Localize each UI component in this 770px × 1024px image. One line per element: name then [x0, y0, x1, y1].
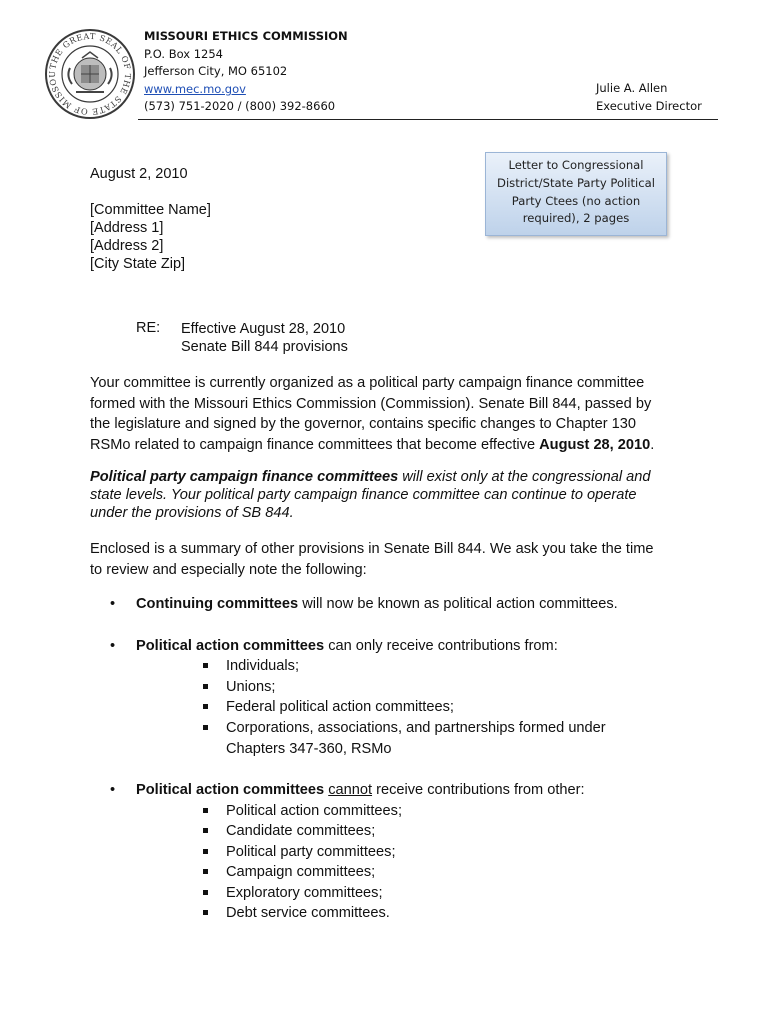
- effective-date: August 28, 2010: [539, 436, 651, 453]
- paragraph-text: will exist only at the congressional and: [398, 469, 651, 485]
- square-bullet-icon: [203, 725, 208, 730]
- enclosure-paragraph: [90, 539, 690, 580]
- bullet-rest: can only receive contributions from:: [324, 638, 558, 654]
- paragraph-line: to review and especially note the following:: [90, 561, 367, 578]
- header-divider: [138, 119, 718, 120]
- website-link[interactable]: www.mec.mo.gov: [144, 81, 246, 96]
- bullet-bold: Political action committees: [136, 782, 325, 798]
- bullet-text: [136, 594, 618, 615]
- paragraph-line: Enclosed is a summary of other provisions in Senate Bill 844. We ask you take the time: [90, 541, 654, 557]
- director-name: Julie A. Allen: [596, 81, 668, 95]
- square-bullet-icon: [203, 663, 208, 668]
- phone-line: (573) 751-2020 / (800) 392-8660: [144, 99, 336, 114]
- state-seal-logo: [44, 28, 136, 120]
- note-line: required), 2 pages: [522, 211, 630, 226]
- sub-item-text: Political action committees;: [226, 803, 403, 819]
- paragraph-line: [90, 468, 690, 486]
- square-bullet-icon: [203, 869, 208, 874]
- address-line: [Address 1]: [90, 220, 164, 236]
- re-subject: [181, 320, 348, 356]
- po-box: P.O. Box 1254: [144, 46, 223, 61]
- sub-item-text: Candidate committees;: [226, 823, 376, 839]
- paragraph-line: [90, 435, 690, 456]
- bullet-text: [136, 636, 558, 657]
- paragraph-line: the legislature and signed by the governor, contains specific changes to Chapter 130: [90, 416, 636, 432]
- note-line: Letter to Congressional: [508, 158, 644, 172]
- square-bullet-icon: [203, 849, 208, 854]
- bullet-rest: receive contributions from other:: [372, 782, 585, 798]
- paragraph-line: under the provisions of SB 844.: [90, 505, 294, 521]
- svg-text:THE GREAT SEAL OF THE STATE OF: THE GREAT SEAL OF THE STATE OF MISSOU: [46, 30, 134, 118]
- paragraph-line: Your committee is currently organized as a political party campaign finance committee: [90, 375, 645, 391]
- address-line: [Address 2]: [90, 238, 164, 254]
- note-line: District/State Party Political: [497, 175, 655, 190]
- sub-item-text: Political party committees;: [226, 844, 396, 860]
- bullet-bold: Political action committees: [136, 638, 325, 654]
- square-bullet-icon: [203, 910, 208, 915]
- bullet-icon: •: [110, 596, 116, 612]
- sub-item-text: Federal political action committees;: [226, 699, 454, 715]
- paragraph-text: RSMo related to campaign finance committees that become effective: [90, 436, 540, 453]
- sub-item-text: Exploratory committees;: [226, 885, 383, 901]
- bullet-text: [136, 780, 585, 801]
- re-label: RE:: [136, 320, 161, 336]
- re-line: Senate Bill 844 provisions: [181, 339, 348, 355]
- sub-item-text: Corporations, associations, and partnerships formed under Chapters 347-360, RSMo: [226, 720, 606, 757]
- square-bullet-icon: [203, 684, 208, 689]
- re-line: Effective August 28, 2010: [181, 321, 346, 337]
- sub-item-text: Individuals;: [226, 658, 300, 674]
- bullet-bold: Continuing committees: [136, 596, 299, 612]
- square-bullet-icon: [203, 704, 208, 709]
- bullet-icon: •: [110, 782, 116, 798]
- bullet-rest: will now be known as political action committees.: [298, 596, 618, 612]
- director-title: Executive Director: [596, 98, 702, 113]
- address-line: [Committee Name]: [90, 202, 211, 218]
- square-bullet-icon: [203, 828, 208, 833]
- letterhead: [144, 28, 348, 116]
- square-bullet-icon: [203, 808, 208, 813]
- square-bullet-icon: [203, 890, 208, 895]
- note-line: Party Ctees (no action: [511, 193, 641, 208]
- sub-item-text: Campaign committees;: [226, 864, 376, 880]
- letter-date: August 2, 2010: [90, 166, 188, 182]
- emphasis-text: Political party campaign finance committees: [90, 469, 399, 485]
- sub-item-text: Unions;: [226, 679, 276, 695]
- city-line: Jefferson City, MO 65102: [144, 64, 288, 79]
- sub-item-text: Debt service committees.: [226, 905, 390, 921]
- paragraph-line: state levels. Your political party campaign finance committee can continue to operate: [90, 487, 637, 503]
- address-line: [City State Zip]: [90, 256, 186, 272]
- recipient-address: [90, 201, 211, 273]
- paragraph-line: formed with the Missouri Ethics Commission (Commission). Senate Bill 844, passed by: [90, 395, 652, 412]
- bullet-icon: •: [110, 638, 116, 654]
- organization-name: MISSOURI ETHICS COMMISSION: [144, 29, 348, 43]
- party-committee-paragraph: [90, 468, 690, 522]
- intro-paragraph: [90, 373, 690, 455]
- director-block: [596, 80, 702, 115]
- document-note-box: [485, 152, 667, 236]
- paragraph-text: .: [650, 436, 655, 453]
- bullet-underlined: cannot: [328, 782, 373, 798]
